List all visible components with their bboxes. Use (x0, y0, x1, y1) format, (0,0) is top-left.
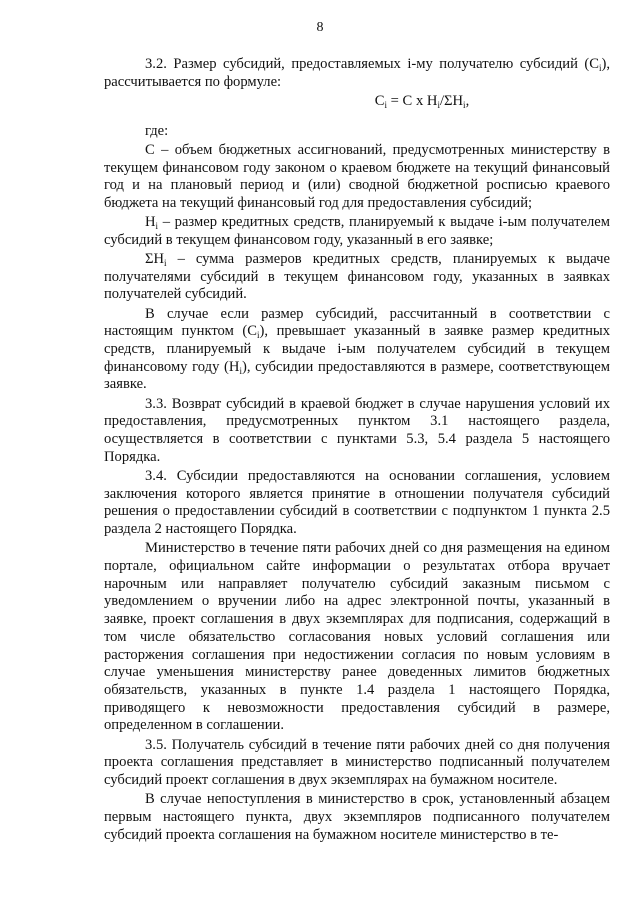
paragraph-ministry-agreement: Министерство в течение пяти рабочих дней со дня размещения на едином портале, официальном сайте информации о результатах отбора вручает нарочным или направляет получателю субсидий заказным письмом с уведомлением о вручении либо на адрес электронной почты, указанный в заявке, проект соглашения в двух экземплярах для подписания, содержащий в том числе обязательство согласования новых условий соглашения или расторжения соглашения при недостижении согласия по новым условиям в случае уменьшения министерству ранее доведенных лимитов бюджетных обязательств, указанных в пункте 1.4 раздела 1 настоящего Порядка, приводящего к невозможности предоставления субсидий в размере, определенном в соглашении. (104, 540, 610, 734)
document-body (104, 56, 610, 844)
page-number: 8 (316, 20, 324, 35)
paragraph-3-2: 3.2. Размер субсидий, предоставляемых i-му получателю субсидий $(C_i)$, рассчитывается по формуле: (104, 56, 610, 90)
paragraph-3-5: 3.5. Получатель субсидий в течение пяти рабочих дней со дня получения проекта соглашения представляет в министерство подписанный получателем субсидий проект соглашения в двух экземплярах на бумажном носителе. (104, 736, 610, 788)
paragraph-def-sum-hi: $\Sigma H_i$ – сумма размеров кредитных средств, планируемых к выдаче получателями субсидий в текущем финансовом году, указанных в заявках получателей субсидий. (104, 251, 610, 303)
paragraph-def-hi: $H_i$ – размер кредитных средств, планируемый к выдаче i-ым получателем субсидий в текущем финансовом году, указанный в его заявке; (104, 214, 610, 248)
paragraph-3-4: 3.4. Субсидии предоставляются на основании соглашения, условием заключения которого является принятие в отношении получателя субсидий решения о предоставлении субсидий в соответствии с подпунктом 1 пункта 2.5 раздела 2 настоящего Порядка. (104, 467, 610, 538)
paragraph-def-c: C – объем бюджетных ассигнований, предусмотренных министерству в текущем финансовом году законом о краевом бюджете на текущий финансовый год и на плановый период и (или) сводной бюджетной росписью краевого бюджета на текущий финансовый год для предоставления субсидий; (104, 141, 610, 211)
formula: $C_i = C$ x $H_i/\Sigma H_i$, (374, 92, 470, 110)
paragraph-3-3: 3.3. Возврат субсидий в краевой бюджет в случае нарушения условий их предоставления, предусмотренных пунктом 3.1 настоящего раздела, осуществляется в соответствии с пунктами 5.3, 5.4 раздела 5 настоящего Порядка. (104, 395, 610, 465)
paragraph-non-receipt: В случае непоступления в министерство в срок, установленный абзацем первым настоящего пункта, двух экземпляров подписанного получателем субсидий проекта соглашения на бумажном носителе министерство в те- (104, 791, 610, 843)
paragraph-excess-case: В случае если размер субсидий, рассчитанный в соответствии с настоящим пунктом $(C_i)$, превышает указанный в заявке размер кредитных средств, планируемый к выдаче i-ым получателем субсидий в текущем финансовому году $(H_i)$, субсидии предоставляются в размере, соответствующем заявке. (104, 305, 611, 393)
paragraph-where: где: (145, 122, 169, 139)
